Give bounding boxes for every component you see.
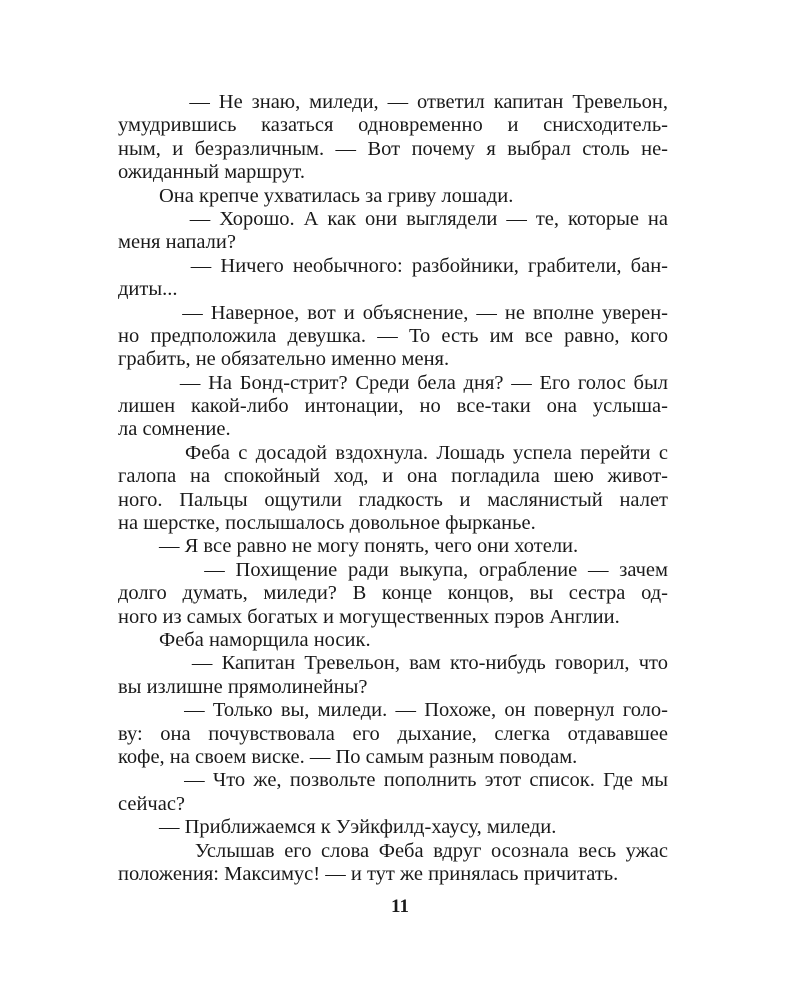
- text-line: положения: Максимус! — и тут же принялась причитать.: [118, 862, 619, 885]
- text-line: ву: она почувствовала его дыхание, слегка отдававшее: [118, 722, 668, 745]
- body-text: [118, 91, 668, 886]
- text-line: ным, и безразличным. — Вот почему я выбрал столь не-: [118, 137, 668, 160]
- text-line: Феба с досадой вздохнула. Лошадь успела перейти с: [118, 441, 668, 464]
- text-line: умудрившись казаться одновременно и снисходитель-: [118, 114, 668, 137]
- text-line: — Что же, позвольте пополнить этот список. Где мы: [118, 769, 668, 792]
- text-line: долго думать, миледи? В конце концов, вы сестра од-: [118, 582, 668, 605]
- text-line: — Капитан Тревельон, вам кто-нибудь говорил, что: [118, 652, 668, 675]
- text-line: — Только вы, миледи. — Похоже, он повернул голо-: [118, 699, 668, 722]
- text-line: — На Бонд-стрит? Среди бела дня? — Его голос был: [118, 371, 668, 394]
- page-number: 11: [391, 896, 409, 917]
- text-line: — Не знаю, миледи, — ответил капитан Тревельон,: [118, 91, 668, 113]
- text-line: лишен какой-либо интонации, но все-таки она услыша-: [118, 395, 668, 418]
- text-line: ожиданный маршрут.: [118, 161, 305, 184]
- text-line: грабить, не обязательно именно меня.: [118, 348, 450, 371]
- text-line: на шерстке, послышалось довольное фырканье.: [118, 512, 536, 535]
- text-line: сейчас?: [118, 792, 186, 815]
- text-line: — Наверное, вот и объяснение, — не вполне уверен-: [118, 301, 668, 324]
- text-line: ла сомнение.: [118, 418, 231, 441]
- text-line: Услышав его слова Феба вдруг осознала весь ужас: [118, 839, 668, 862]
- text-line: меня напали?: [118, 231, 236, 254]
- text-line: — Хорошо. А как они выглядели — те, которые на: [118, 207, 668, 230]
- text-line: Феба наморщила носик.: [118, 628, 371, 651]
- text-line: галопа на спокойный ход, и она погладила шею живот-: [118, 465, 668, 488]
- text-line: Она крепче ухватилась за гриву лошади.: [118, 184, 514, 207]
- text-line: — Ничего необычного: разбойники, грабители, бан-: [118, 254, 668, 277]
- text-line: кофе, на своем виске. — По самым разным поводам.: [118, 745, 578, 768]
- text-line: ного. Пальцы ощутили гладкость и маслянистый налет: [118, 488, 668, 511]
- text-line: диты...: [118, 278, 178, 301]
- text-line: — Похищение ради выкупа, ограбление — зачем: [118, 558, 668, 581]
- text-line: вы излишне прямолинейны?: [118, 675, 368, 698]
- text-line: — Приближаемся к Уэйкфилд-хаусу, миледи.: [118, 816, 557, 839]
- text-line: — Я все равно не могу понять, чего они хотели.: [118, 535, 579, 558]
- text-line: ного из самых богатых и могущественных пэров Англии.: [118, 605, 620, 628]
- text-line: но предположила девушка. — То есть им все равно, кого: [118, 324, 668, 347]
